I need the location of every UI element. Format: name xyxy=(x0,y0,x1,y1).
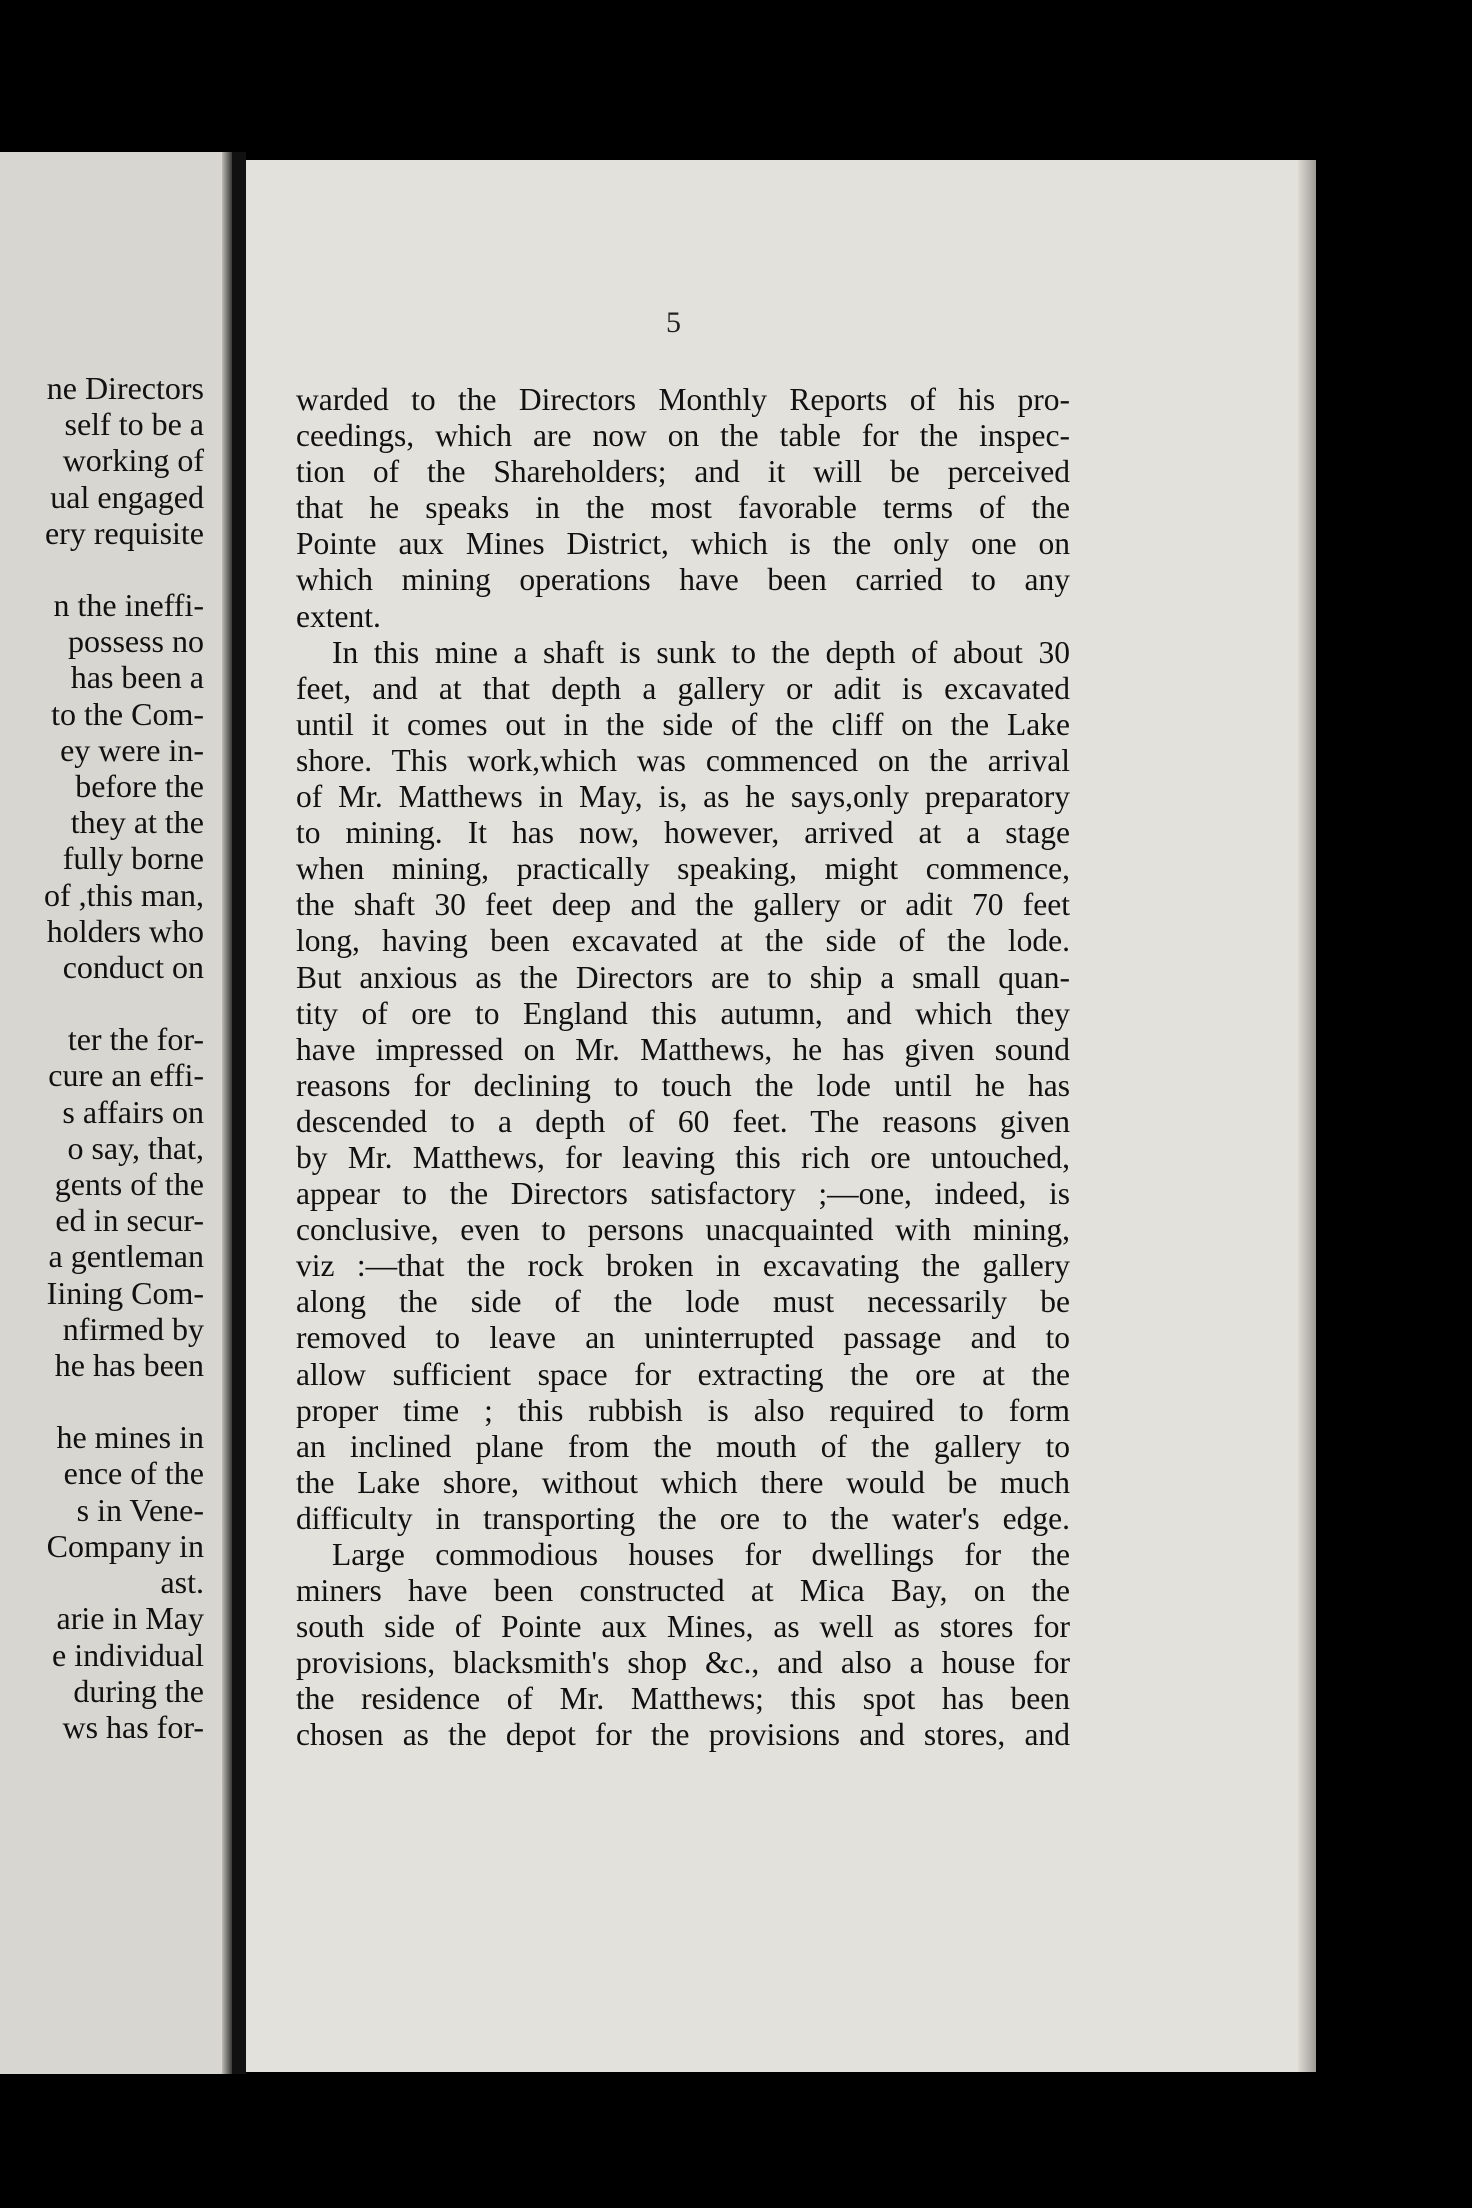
text-line: that he speaks in the most favorable terms of the xyxy=(296,490,1070,526)
left-page-line: ter the for- xyxy=(67,1021,204,1058)
text-line: have impressed on Mr. Matthews, he has given sound xyxy=(296,1031,1070,1067)
text-line: tion of the Shareholders; and it will be perceived xyxy=(296,454,1070,490)
left-page xyxy=(0,152,232,2074)
left-page-line: he has been xyxy=(54,1347,204,1384)
left-page-line: n the ineffi- xyxy=(53,587,204,624)
left-page-line xyxy=(44,985,204,1021)
page-number: 5 xyxy=(666,306,681,339)
text-line: the residence of Mr. Matthews; this spot has been xyxy=(296,1681,1070,1717)
text-line: Large commodious houses for dwellings for the xyxy=(332,1537,1070,1572)
text-line: allow sufficient space for extracting the ore at the xyxy=(296,1356,1070,1392)
text-line: conclusive, even to persons unacquainted with mining, xyxy=(296,1212,1070,1248)
left-page-line: o say, that, xyxy=(67,1129,204,1166)
text-line: Pointe aux Mines District, which is the only one on xyxy=(296,526,1070,562)
text-line: the Lake shore, without which there would be much xyxy=(296,1464,1070,1500)
left-page-line: ual engaged xyxy=(50,478,204,515)
text-line: an inclined plane from the mouth of the gallery to xyxy=(296,1428,1070,1464)
text-line: long, having been excavated at the side of the lode. xyxy=(296,923,1070,959)
text-line: chosen as the depot for the provisions and stores, and xyxy=(296,1717,1070,1753)
left-page-line: has been a xyxy=(70,659,204,696)
left-page-line: a gentleman xyxy=(48,1238,204,1275)
text-line: viz :—that the rock broken in excavating the gallery xyxy=(296,1248,1070,1284)
text-line: tity of ore to England this autumn, and which they xyxy=(296,995,1070,1031)
text-line: provisions, blacksmith's shop &c., and also a house for xyxy=(296,1645,1070,1681)
left-page-line: before the xyxy=(75,768,204,805)
text-line: warded to the Directors Monthly Reports of his pro- xyxy=(296,382,1070,417)
page-edge xyxy=(1298,160,1316,2072)
page-fold-shadow xyxy=(222,152,232,2074)
text-line: descended to a depth of 60 feet. The reasons given xyxy=(296,1103,1070,1139)
left-page-line: of ,this man, xyxy=(44,876,204,913)
text-line: of Mr. Matthews in May, is, as he says,only preparatory xyxy=(296,779,1070,815)
text-line: appear to the Directors satisfactory ;—one, indeed, is xyxy=(296,1176,1070,1212)
left-page-line: e individual xyxy=(52,1636,204,1673)
left-page-line: gents of the xyxy=(54,1166,204,1203)
left-page-line: ey were in- xyxy=(60,731,204,768)
left-page-line: possess no xyxy=(67,623,204,660)
left-page-line xyxy=(44,551,204,587)
text-line: feet, and at that depth a gallery or adit is excavated xyxy=(296,670,1070,706)
left-page-line: he mines in xyxy=(56,1419,204,1456)
text-line: miners have been constructed at Mica Bay, on the xyxy=(296,1573,1070,1609)
left-page-line: ws has for- xyxy=(62,1708,204,1745)
text-line: when mining, practically speaking, might commence, xyxy=(296,851,1070,887)
left-page-line: s in Vene- xyxy=(76,1491,204,1528)
left-page-line: s affairs on xyxy=(62,1093,204,1130)
left-page-line: holders who xyxy=(46,912,204,949)
text-line: proper time ; this rubbish is also required to form xyxy=(296,1392,1070,1428)
text-line: until it comes out in the side of the cliff on the Lake xyxy=(296,706,1070,742)
left-page-line xyxy=(44,1383,204,1419)
left-page-line: cure an effi- xyxy=(48,1057,204,1094)
text-line: the shaft 30 feet deep and the gallery or adit 70 feet xyxy=(296,887,1070,923)
left-page-line: ed in secur- xyxy=(55,1202,204,1239)
left-page-line: ne Directors xyxy=(46,370,204,406)
book-gutter xyxy=(232,152,246,2074)
text-line: In this mine a shaft is sunk to the depth of about 30 xyxy=(332,634,1070,670)
left-page-line: ence of the xyxy=(63,1455,204,1492)
text-line: But anxious as the Directors are to ship a small quan- xyxy=(296,959,1070,995)
left-page-line: arie in May xyxy=(56,1600,204,1637)
text-line: by Mr. Matthews, for leaving this rich ore untouched, xyxy=(296,1139,1070,1175)
left-page-line: nfirmed by xyxy=(62,1310,204,1347)
left-page-line: ery requisite xyxy=(44,514,204,551)
text-line: reasons for declining to touch the lode until he has xyxy=(296,1067,1070,1103)
text-line: removed to leave an uninterrupted passage and to xyxy=(296,1320,1070,1356)
text-line: to mining. It has now, however, arrived at a stage xyxy=(296,815,1070,851)
right-page xyxy=(246,160,1316,2072)
left-page-line: self to be a xyxy=(64,406,204,443)
text-line: ceedings, which are now on the table for the inspec- xyxy=(296,418,1070,454)
text-line: which mining operations have been carried to any xyxy=(296,562,1070,598)
left-page-line: Company in xyxy=(46,1527,204,1564)
text-line: extent. xyxy=(296,598,381,634)
text-line: south side of Pointe aux Mines, as well as stores for xyxy=(296,1609,1070,1645)
left-page-line: Iining Com- xyxy=(46,1274,204,1311)
left-page-line: working of xyxy=(62,442,204,479)
text-line: shore. This work,which was commenced on the arrival xyxy=(296,742,1070,778)
left-page-line: conduct on xyxy=(62,949,204,986)
left-page-line: to the Com- xyxy=(51,695,204,732)
body-text xyxy=(296,382,1070,1754)
text-line: difficulty in transporting the ore to the water's edge. xyxy=(296,1500,1070,1536)
left-page-line: ast. xyxy=(160,1564,204,1601)
left-page-line: during the xyxy=(73,1672,204,1709)
left-page-line: fully borne xyxy=(62,840,204,877)
text-line: along the side of the lode must necessarily be xyxy=(296,1284,1070,1320)
left-page-text xyxy=(44,370,204,1745)
left-page-line: they at the xyxy=(70,804,204,841)
